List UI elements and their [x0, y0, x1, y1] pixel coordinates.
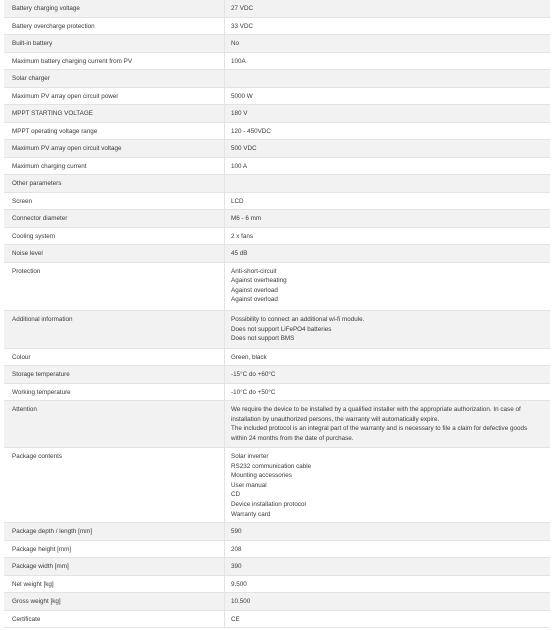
spec-value	[224, 311, 550, 348]
spec-value-line: Mounting accessories	[231, 472, 292, 480]
spec-label: Maximum PV array open circuit power	[12, 92, 119, 100]
spec-value	[224, 18, 550, 35]
spec-table	[4, 0, 550, 628]
spec-value-line: -15°C do +60°C	[231, 371, 276, 378]
spec-row	[4, 401, 550, 448]
spec-label: Package height [mm]	[12, 545, 72, 553]
spec-row	[4, 210, 550, 228]
spec-value	[224, 263, 550, 311]
spec-value-line: 9.500	[231, 580, 247, 588]
spec-value	[224, 140, 550, 157]
spec-label: Connector diameter	[12, 215, 68, 222]
spec-label: Package depth / length [mm]	[12, 528, 93, 535]
spec-value	[224, 349, 550, 366]
spec-value	[224, 611, 550, 627]
spec-row	[4, 576, 550, 594]
spec-label: Battery charging voltage	[12, 5, 80, 12]
spec-value-line: Device installation protocol	[231, 500, 306, 508]
spec-row	[4, 611, 550, 628]
spec-value	[224, 401, 550, 447]
spec-row	[4, 349, 550, 367]
spec-label: Built-in battery	[12, 40, 53, 47]
spec-label: Attention	[12, 406, 37, 413]
spec-label: MPPT operating voltage range	[12, 127, 98, 135]
spec-value-line: within 24 months from the date of purchase.	[231, 434, 354, 442]
spec-label: Net weight [kg]	[12, 580, 54, 588]
spec-value-line: 590	[231, 528, 242, 535]
spec-row	[4, 193, 550, 211]
spec-row	[4, 366, 550, 384]
spec-value-line: User manual	[231, 481, 267, 489]
spec-label: Maximum PV array open circuit voltage	[12, 145, 122, 152]
spec-label: Certificate	[12, 615, 41, 623]
spec-row	[4, 18, 550, 36]
spec-value-line: CE	[231, 615, 240, 623]
spec-value-line: M6 - 6 mm	[231, 215, 262, 222]
spec-value	[224, 523, 550, 540]
spec-value-line: No	[231, 40, 240, 47]
spec-label: Noise level	[12, 250, 43, 257]
spec-value-line: 100 A	[231, 162, 248, 170]
spec-row	[4, 593, 550, 611]
spec-label: Protection	[12, 267, 41, 275]
spec-value	[224, 105, 550, 122]
spec-label: Cooling system	[12, 232, 56, 240]
spec-row	[4, 53, 550, 71]
spec-label: Maximum battery charging current from PV	[12, 57, 133, 65]
spec-value	[224, 35, 550, 52]
spec-value-line: 500 VDC	[231, 145, 257, 152]
spec-row	[4, 140, 550, 158]
spec-label: MPPT STARTING VOLTAGE	[12, 110, 93, 117]
spec-label: Solar charger	[12, 75, 50, 82]
spec-value-line: LCD	[231, 197, 244, 205]
spec-row	[4, 263, 550, 312]
spec-value-line: RS232 communication cable	[231, 462, 312, 470]
spec-row	[4, 245, 550, 263]
spec-value-line: The included protocol is an integral part of the warranty and is necessary to file a claim for defective goods	[231, 425, 528, 433]
spec-label: Storage temperature	[12, 371, 70, 378]
spec-row	[4, 158, 550, 176]
spec-row	[4, 175, 550, 193]
spec-value-line: Solar inverter	[231, 453, 269, 460]
spec-row	[4, 123, 550, 141]
spec-value-line: We require the device to be installed by a qualified installer with the appropriate authorization. In case of	[231, 406, 521, 413]
spec-row	[4, 0, 550, 18]
spec-value	[224, 210, 550, 227]
spec-value	[224, 448, 550, 522]
spec-value	[224, 384, 550, 401]
spec-value	[224, 576, 550, 593]
spec-row	[4, 448, 550, 523]
spec-label: Battery overcharge protection	[12, 22, 95, 30]
spec-label: Package width [mm]	[12, 563, 69, 570]
spec-value-line: Green, black	[231, 353, 267, 361]
spec-row	[4, 105, 550, 123]
spec-value	[224, 245, 550, 262]
spec-value	[224, 175, 550, 192]
spec-value	[224, 70, 550, 87]
spec-value	[224, 158, 550, 175]
spec-label: Additional information	[12, 316, 73, 323]
spec-value-line: Warranty card	[231, 510, 271, 518]
spec-value	[224, 228, 550, 245]
spec-value	[224, 558, 550, 575]
spec-row	[4, 88, 550, 106]
spec-row	[4, 311, 550, 349]
spec-label: Working temperature	[12, 388, 71, 396]
spec-value-line: 180 V	[231, 110, 248, 117]
spec-value	[224, 193, 550, 210]
spec-value-line: Anti-short-circuit	[231, 267, 277, 275]
spec-value-line: 10.500	[231, 598, 251, 605]
spec-value-line: 33 VDC	[231, 22, 254, 30]
spec-row	[4, 35, 550, 53]
spec-value-line: 5000 W	[231, 92, 253, 100]
spec-value-line: -10°C do +50°C	[231, 388, 276, 396]
spec-label: Maximum charging current	[12, 162, 87, 170]
spec-label: Screen	[12, 197, 32, 205]
spec-value	[224, 53, 550, 70]
spec-value-line: Does not support LiFePO4 batteries	[231, 325, 332, 333]
spec-value-line: Possibility to connect an additional wi-fi module.	[231, 316, 365, 323]
spec-value-line: Does not support BMS	[231, 335, 295, 343]
spec-value-line: Against overheating	[231, 277, 287, 285]
spec-value	[224, 593, 550, 610]
spec-value-line: 100A	[231, 57, 246, 65]
spec-value	[224, 541, 550, 558]
spec-value	[224, 88, 550, 105]
spec-label: Gross weight [kg]	[12, 598, 61, 605]
spec-row	[4, 70, 550, 88]
spec-value-line: Against overload	[231, 296, 278, 304]
spec-row	[4, 228, 550, 246]
spec-label: Colour	[12, 353, 31, 361]
spec-row	[4, 384, 550, 402]
spec-label: Package contents	[12, 453, 63, 460]
spec-value	[224, 0, 550, 17]
spec-value	[224, 366, 550, 383]
spec-value-line: 2 x fans	[231, 232, 254, 240]
spec-value-line: 45 dB	[231, 250, 248, 257]
spec-label: Other parameters	[12, 180, 62, 187]
spec-value-line: Against overload	[231, 286, 278, 294]
spec-value-line: 120 - 450VDC	[231, 127, 271, 135]
spec-value-line: 27 VDC	[231, 5, 254, 12]
spec-value-line: 390	[231, 563, 242, 570]
spec-row	[4, 541, 550, 559]
spec-value-line: CD	[231, 491, 241, 499]
spec-value-line: installation by unauthorized persons, the warranty will automatically expire.	[231, 415, 440, 423]
spec-row	[4, 523, 550, 541]
spec-value-line: 208	[231, 545, 242, 553]
spec-row	[4, 558, 550, 576]
spec-value	[224, 123, 550, 140]
